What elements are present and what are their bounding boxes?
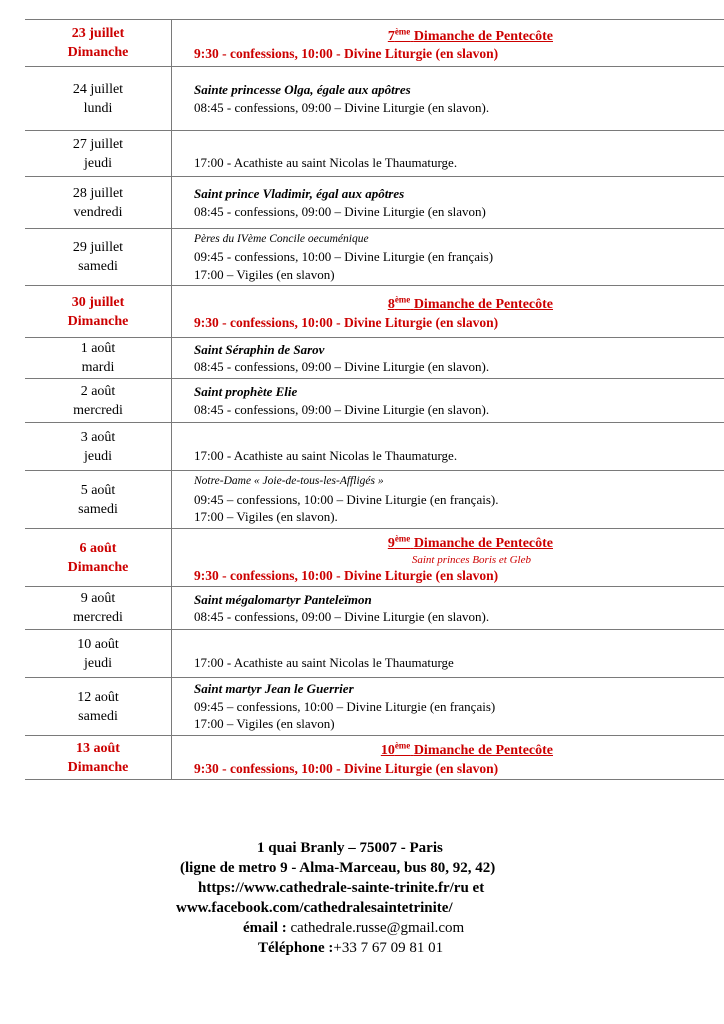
feast-ordinal: 8: [387, 297, 395, 313]
feast-title-text: Dimanche de Pentecôte: [413, 28, 553, 44]
feast-ordinal-suffix: ème: [394, 294, 411, 305]
schedule-row: [25, 587, 724, 630]
saint-commemoration: Notre-Dame « Joie-de-tous-les-Affligés »: [194, 475, 384, 488]
date-label: 13 août: [76, 740, 120, 756]
saint-commemoration: Sainte princesse Olga, égale aux apôtres: [194, 82, 411, 97]
date-cell: [25, 736, 172, 780]
service-times: 9:30 - confessions, 10:00 - Divine Liturgie (en slavon): [194, 760, 499, 776]
event-cell: [172, 338, 724, 379]
sunday-row: [25, 736, 724, 780]
date-label: 27 juillet: [72, 136, 124, 152]
feast-ordinal-suffix: ème: [394, 26, 411, 37]
weekday-label: lundi: [83, 100, 113, 116]
date-label: 3 août: [80, 429, 116, 445]
weekday-label: mercredi: [73, 610, 123, 625]
schedule-row: [25, 338, 724, 379]
service-line: 17:00 - Acathiste au saint Nicolas le Thaumaturge.: [194, 447, 458, 463]
feast-name: [387, 294, 553, 313]
feast-ordinal: 7: [387, 28, 395, 44]
schedule-row: [25, 67, 724, 131]
date-label: 6 août: [79, 540, 117, 556]
date-cell: [25, 67, 172, 131]
date-label: 2 août: [80, 383, 116, 399]
schedule-row: [25, 630, 724, 678]
date-label: 23 juillet: [71, 26, 125, 41]
feast-ordinal-suffix: ème: [394, 533, 411, 544]
weekday-label: vendredi: [73, 204, 123, 220]
date-cell: [25, 338, 172, 379]
website-link[interactable]: https://www.cathedrale-sainte-trinite.fr/ru et: [198, 880, 485, 896]
service-line: 09:45 – confessions, 10:00 – Divine Liturgie (en français).: [194, 491, 499, 507]
email-link[interactable]: cathedrale.russe@gmail.com: [290, 920, 465, 936]
date-cell: [25, 379, 172, 423]
saint-commemoration: Saint Séraphin de Sarov: [194, 341, 325, 357]
service-line: 08:45 - confessions, 09:00 – Divine Liturgie (en slavon).: [194, 359, 490, 374]
date-label: 29 juillet: [72, 240, 124, 255]
spacer-line: [194, 636, 724, 654]
weekday-label: jeudi: [84, 655, 112, 671]
feast-name: [380, 740, 553, 759]
date-cell: [25, 177, 172, 229]
service-line: 17:00 – Vigiles (en slavon).: [194, 509, 338, 525]
service-line: 08:45 - confessions, 09:00 – Divine Liturgie (en slavon): [194, 203, 486, 219]
weekday-label: samedi: [78, 708, 118, 724]
sunday-row: [25, 286, 724, 338]
service-line: 09:45 - confessions, 10:00 – Divine Liturgie (en français): [194, 249, 494, 265]
date-label: 28 juillet: [72, 185, 124, 201]
service-times: 9:30 - confessions, 10:00 - Divine Liturgie (en slavon): [194, 567, 499, 583]
date-cell: [25, 286, 172, 338]
spacer-line: [194, 429, 724, 447]
feast-subtitle: Saint princes Boris et Gleb: [411, 553, 531, 566]
email-line: [0, 918, 724, 938]
service-times: 9:30 - confessions, 10:00 - Divine Liturgie (en slavon): [194, 314, 499, 330]
event-cell: [172, 587, 724, 630]
facebook-link[interactable]: www.facebook.com/cathedralesaintetrinite/: [176, 900, 453, 916]
date-label: 30 juillet: [71, 294, 125, 310]
date-cell: [25, 630, 172, 678]
event-cell: [172, 678, 724, 736]
date-cell: [25, 587, 172, 630]
phone-line: [0, 938, 724, 958]
service-line: 17:00 - Acathiste au saint Nicolas le Thaumaturge.: [194, 154, 458, 170]
date-cell: [25, 20, 172, 67]
weekday-label: jeudi: [84, 448, 112, 464]
feast-title-text: Dimanche de Pentecôte: [413, 297, 553, 313]
schedule-row: [25, 229, 724, 286]
email-label: émail :: [243, 920, 287, 936]
feast-name: [387, 26, 553, 44]
transport-line: (ligne de metro 9 - Alma-Marceau, bus 80, 92, 42): [180, 860, 496, 876]
feast-title: [194, 738, 724, 760]
feast-title: [194, 292, 724, 314]
date-label: 24 juillet: [72, 81, 124, 97]
event-cell: [172, 20, 724, 67]
event-cell: [172, 736, 724, 780]
contact-footer: [0, 838, 724, 958]
event-cell: [172, 286, 724, 338]
feast-ordinal-suffix: ème: [394, 740, 411, 751]
event-cell: [172, 67, 724, 131]
event-cell: [172, 177, 724, 229]
sunday-row: [25, 529, 724, 587]
saint-commemoration: Pères du IVème Concile oecuménique: [194, 232, 369, 245]
event-cell: [172, 379, 724, 423]
weekday-label: Dimanche: [67, 45, 129, 60]
service-line: 17:00 - Acathiste au saint Nicolas le Thaumaturge: [194, 654, 454, 670]
service-line: 08:45 - confessions, 09:00 – Divine Liturgie (en slavon).: [194, 609, 490, 624]
service-line: 08:45 - confessions, 09:00 – Divine Liturgie (en slavon).: [194, 99, 490, 115]
feast-title: [194, 531, 724, 553]
date-cell: [25, 229, 172, 286]
weekday-label: mardi: [81, 360, 115, 375]
spacer-line: [194, 136, 724, 154]
event-cell: [172, 529, 724, 587]
service-line: 09:45 – confessions, 10:00 – Divine Liturgie (en français): [194, 698, 496, 714]
date-label: 1 août: [80, 341, 116, 356]
event-cell: [172, 131, 724, 177]
service-line: 08:45 - confessions, 09:00 – Divine Liturgie (en slavon).: [194, 401, 490, 417]
weekday-label: Dimanche: [67, 759, 129, 775]
date-cell: [25, 423, 172, 471]
weekday-label: samedi: [78, 259, 118, 274]
date-label: 9 août: [80, 591, 116, 606]
event-cell: [172, 423, 724, 471]
feast-title-text: Dimanche de Pentecôte: [413, 743, 553, 759]
phone-label: Téléphone :: [258, 940, 334, 956]
date-label: 10 août: [77, 636, 119, 652]
feast-title-text: Dimanche de Pentecôte: [413, 536, 553, 552]
feast-name: [387, 533, 553, 552]
date-cell: [25, 529, 172, 587]
schedule-row: [25, 177, 724, 229]
feast-ordinal: 9: [387, 536, 395, 552]
saint-commemoration: Saint prince Vladimir, égal aux apôtres: [194, 186, 405, 201]
sunday-row: [25, 20, 724, 67]
weekday-label: mercredi: [73, 402, 123, 418]
address-line: 1 quai Branly – 75007 - Paris: [257, 840, 443, 856]
schedule-row: [25, 131, 724, 177]
weekday-label: Dimanche: [67, 313, 129, 329]
saint-commemoration: Saint prophète Elie: [194, 384, 298, 399]
feast-title: [194, 23, 724, 45]
date-label: 5 août: [80, 482, 116, 498]
weekday-label: samedi: [78, 501, 118, 517]
saint-commemoration: Saint mégalomartyr Panteleïmon: [194, 591, 372, 607]
schedule-row: [25, 379, 724, 423]
saint-commemoration: Saint martyr Jean le Guerrier: [194, 681, 354, 697]
date-cell: [25, 131, 172, 177]
service-line: 17:00 – Vigiles (en slavon): [194, 266, 335, 282]
event-cell: [172, 229, 724, 286]
schedule-table: [25, 19, 724, 780]
schedule-row: [25, 471, 724, 529]
date-cell: [25, 471, 172, 529]
weekday-label: Dimanche: [67, 559, 129, 575]
weekday-label: jeudi: [84, 155, 112, 171]
date-label: 12 août: [77, 689, 119, 705]
date-cell: [25, 678, 172, 736]
service-line: 17:00 – Vigiles (en slavon): [194, 716, 335, 732]
event-cell: [172, 630, 724, 678]
feast-ordinal: 10: [380, 743, 395, 759]
service-times: 9:30 - confessions, 10:00 - Divine Liturgie (en slavon): [194, 46, 499, 62]
phone-value: +33 7 67 09 81 01: [333, 940, 444, 956]
schedule-row: [25, 423, 724, 471]
event-cell: [172, 471, 724, 529]
schedule-row: [25, 678, 724, 736]
